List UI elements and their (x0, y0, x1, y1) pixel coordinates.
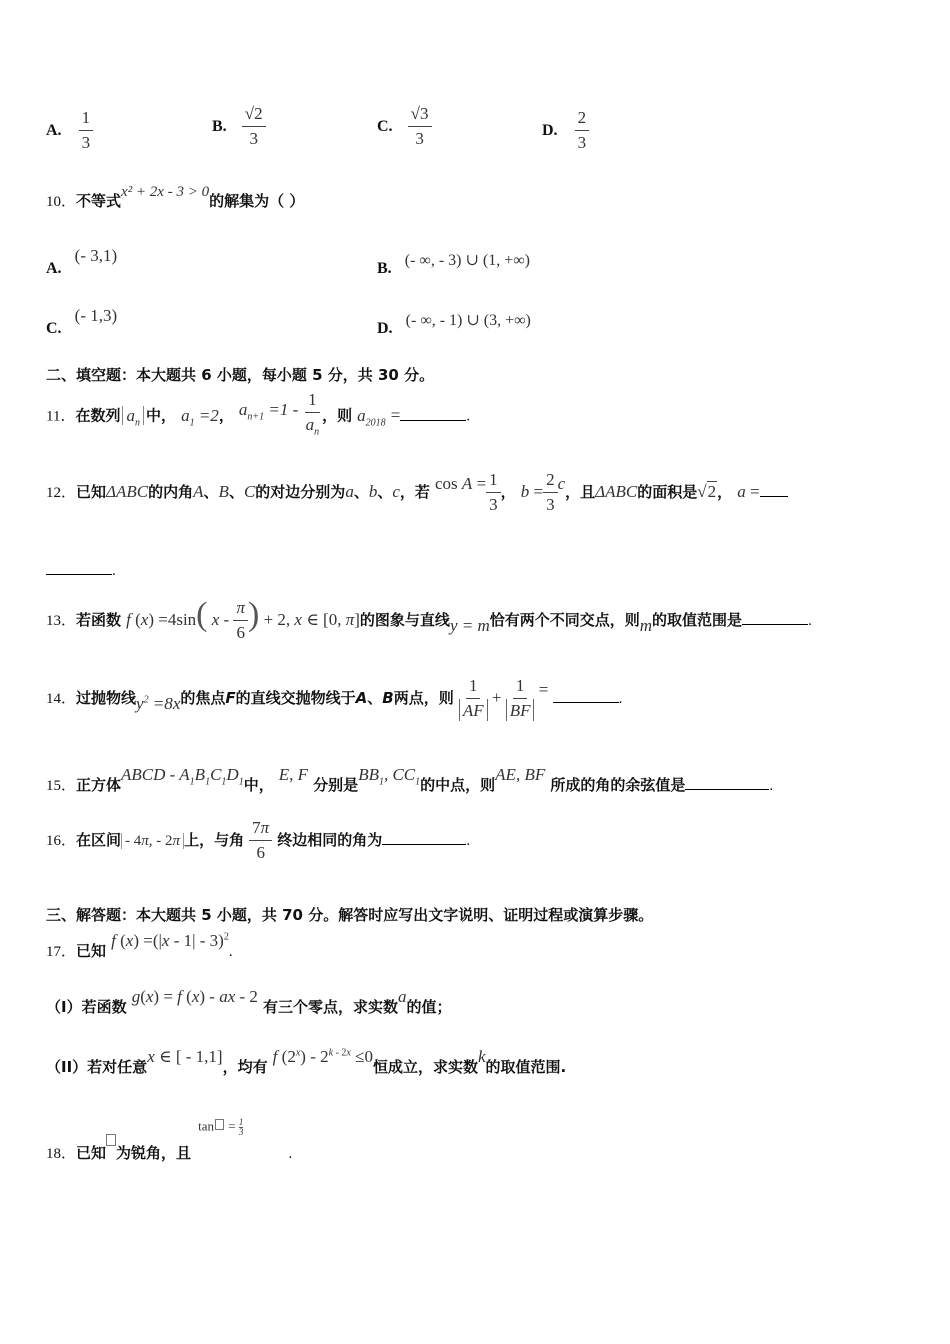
fraction (79, 108, 94, 153)
fraction (575, 108, 590, 153)
math-g: g(x) = f (x) - ax - 2 (131, 987, 258, 1006)
question-14: 14．过抛物线$y^2 =8x$的焦点F的直线交抛物线于A、B两点，则 $\frac{1}{AF}$ + $\frac{1}{BF}$ = . (46, 676, 623, 720)
separator: 、 (367, 689, 383, 707)
denominator: 3 (577, 133, 587, 152)
math-domain: x ∈ [ - 1,1] (147, 1047, 223, 1066)
answer-blank[interactable] (553, 688, 619, 703)
option-label: B. (212, 118, 227, 135)
question-text: 若函数 (76, 611, 122, 629)
math-a2018: $a_{2018}$ (357, 405, 386, 429)
math-interval: - 4π, - 2π (121, 833, 184, 849)
math-triangle: ΔABC (106, 482, 149, 501)
question-text: 有三个零点，求实数 (263, 998, 399, 1016)
question-text: 上，与角 (184, 831, 245, 849)
answer-blank[interactable] (382, 830, 466, 845)
question-12: 12．已知ΔABC的内角A、B、C的对边分别为a、b、c，若 cos A = $\frac{1}{3}$ ， b = $\frac{2}{3}$ c，且ΔABC的面积是√2， a = (46, 470, 788, 515)
question-number: 13． (46, 613, 77, 629)
question-text: 若函数 (81, 998, 127, 1016)
question-text: 为锐角，且 (116, 1144, 192, 1162)
denominator: 3 (415, 129, 424, 148)
q9-option-c (377, 104, 432, 149)
question-number: 16． (46, 833, 77, 849)
question-text: 的值； (406, 998, 452, 1016)
answer-blank[interactable] (400, 406, 466, 421)
math-inequality: f $(2^x) - 2^{k - 2x} \le 0$ (272, 1047, 373, 1066)
question-number: 18． (46, 1146, 77, 1162)
math-b: b (520, 482, 530, 501)
question-text: 在区间 (76, 831, 122, 849)
fraction: $\frac{1}{a_n}$ (305, 390, 320, 438)
answer-blank[interactable] (760, 482, 788, 497)
question-text: ， (218, 406, 234, 425)
question-text: 已知 (76, 483, 107, 501)
period: . (228, 944, 233, 960)
answer-blank[interactable] (685, 775, 769, 790)
question-text: 的图象与直线 (359, 611, 450, 629)
separator: 、 (377, 483, 393, 501)
option-value: (- ∞, - 3) ∪ (1, +∞) (404, 252, 530, 269)
period: . (808, 613, 812, 629)
question-18 (46, 1114, 293, 1162)
math-tan: tan = $\frac{1}{3}$ (198, 1116, 244, 1137)
section-heading-solutions: 三、解答题：本大题共 5 小题，共 70 分。解答时应写出文字说明、证明过程或演算步骤。 (46, 906, 654, 924)
question-text: 已知 (76, 1144, 107, 1162)
question-text: 正方体 (76, 776, 122, 794)
question-text: 在数列 (75, 406, 121, 425)
period: . (112, 563, 116, 579)
q9-option-b (212, 104, 266, 149)
question-number: 14． (46, 691, 77, 707)
period: . (466, 833, 471, 849)
question-text: ， (717, 483, 733, 501)
q9-option-a (46, 108, 93, 153)
question-text: 的对边分别为 (255, 483, 346, 501)
numerator: √2 (242, 104, 266, 127)
question-text: 过抛物线 (76, 689, 137, 707)
answer-blank[interactable] (46, 560, 112, 575)
q10-option-d (377, 310, 531, 337)
question-text: 已知 (76, 942, 107, 960)
math-a1: $a_1 =2$ (181, 405, 219, 429)
question-text: ，若 (399, 483, 430, 501)
option-label: C. (377, 118, 393, 135)
math-cube: ABCD - $A_1B_1C_1D_1$ (121, 765, 244, 788)
question-text: 的取值范围是 (652, 611, 743, 629)
math-function: f (x) =(|x - 1| - 3)$^2$ (111, 931, 229, 950)
q10-option-b (377, 250, 530, 277)
fraction: $\frac{1}{BF}$ (506, 676, 535, 721)
question-text: 终边相同的角为 (277, 831, 383, 849)
fraction (408, 104, 432, 149)
question-text: 中， (243, 776, 274, 794)
answer-blank[interactable] (742, 610, 808, 625)
separator: 、 (353, 483, 369, 501)
math-sqrt2: √2 (697, 482, 717, 501)
math-vertices: A (193, 482, 204, 501)
question-11 (46, 390, 470, 442)
question-10 (46, 184, 305, 211)
option-value: (- 1,3) (74, 306, 118, 325)
question-number: 12． (46, 485, 77, 501)
fraction: $\frac{\pi}{6}$ (233, 598, 248, 643)
option-label: C. (46, 320, 62, 337)
question-number: 11． (46, 408, 76, 425)
period: . (466, 408, 471, 425)
denominator: 3 (81, 133, 91, 152)
question-text: ，则 (322, 406, 353, 425)
missing-glyph-icon (106, 1134, 116, 1146)
part-label: （I） (46, 998, 82, 1016)
question-text: 的取值范围. (485, 1058, 567, 1076)
period: . (288, 1146, 293, 1162)
question-text: 中， (145, 406, 176, 425)
question-text: 的面积是 (637, 483, 698, 501)
question-text: 两点，则 (393, 689, 454, 707)
question-text: 的焦点 (180, 689, 226, 707)
q12-continued-blank (46, 560, 116, 580)
math-recurrence: $a_{n+1} =1$ - (238, 399, 303, 423)
question-number: 17． (46, 944, 77, 960)
period: . (769, 778, 774, 794)
numerator: 2 (575, 108, 590, 131)
math-expression: x² + 2x - 3 > 0 (121, 184, 210, 200)
question-17-part-2: （II）若对任意x ∈ [ - 1,1]，均有 f $(2^x) - 2^{k - 2x} \le 0$恒成立，求实数k的取值范围. (46, 1047, 567, 1076)
separator: 、 (203, 483, 219, 501)
fraction (242, 104, 266, 149)
fraction: $\frac{1}{3}$ (486, 470, 501, 515)
option-label: A. (46, 260, 62, 277)
math-sequence: $a_n$ (122, 406, 144, 425)
question-text: ，均有 (222, 1058, 268, 1076)
question-13: 13．若函数 f (x) =4sin( x - $\frac{\pi}{6}$ ) + 2, x ∈ [0, π]的图象与直线y = m恰有两个不同交点，则m的取值范围是 . (46, 596, 812, 642)
option-label: B. (377, 260, 392, 277)
option-value: (- 3,1) (74, 246, 118, 265)
fraction: $\frac{1}{AF}$ (459, 676, 488, 721)
option-label: D. (377, 320, 393, 337)
q9-option-d (542, 108, 589, 153)
question-text: 的内角 (148, 483, 194, 501)
question-text: 的解集为（ ） (209, 192, 305, 210)
question-text: 不等式 (76, 192, 122, 210)
math-cos: cos A = (435, 474, 487, 493)
math-function: f (x) =4sin (126, 610, 197, 629)
equals-sign: = (390, 405, 401, 425)
part-label: （II） (46, 1058, 88, 1076)
question-text: 的中点，则 (420, 776, 496, 794)
denominator: 3 (249, 129, 258, 148)
section-heading-fill-in: 二、填空题：本大题共 6 小题，每小题 5 分，共 30 分。 (46, 366, 435, 384)
question-number: 10． (46, 194, 77, 210)
question-17-part-1: （I）若函数 g(x) = f (x) - ax - 2 有三个零点，求实数a的值； (46, 987, 452, 1016)
question-number: 15． (46, 778, 77, 794)
q10-option-c (46, 306, 118, 337)
option-label: A. (46, 122, 62, 139)
option-label: D. (542, 122, 558, 139)
question-text: 分别是 (313, 776, 359, 794)
question-text: 恰有两个不同交点，则 (489, 611, 640, 629)
q10-option-a (46, 246, 118, 277)
fraction: $\frac{7\pi}{6}$ (249, 818, 272, 863)
numerator: √3 (408, 104, 432, 127)
math-parabola: $y^2 =8x$ (136, 694, 181, 713)
question-15: 15．正方体ABCD - $A_1B_1C_1D_1$中， E, F 分别是$BB_1$, $CC_1$的中点，则AE, BF 所成的角的余弦值是 . (46, 765, 774, 794)
separator: 、 (228, 483, 244, 501)
question-text: 若对任意 (87, 1058, 148, 1076)
numerator: 1 (79, 108, 94, 131)
question-16 (46, 818, 470, 863)
fraction: $\frac{2}{3}$ (543, 470, 558, 515)
question-text: 的直线交抛物线于 (235, 689, 356, 707)
math-line: y = m (449, 616, 490, 635)
question-text: 所成的角的余弦值是 (550, 776, 686, 794)
period: . (618, 691, 623, 707)
question-text: 恒成立，求实数 (372, 1058, 478, 1076)
option-value: (- ∞, - 1) ∪ (3, +∞) (405, 312, 531, 329)
question-text: ，且 (565, 483, 596, 501)
question-17 (46, 930, 233, 960)
